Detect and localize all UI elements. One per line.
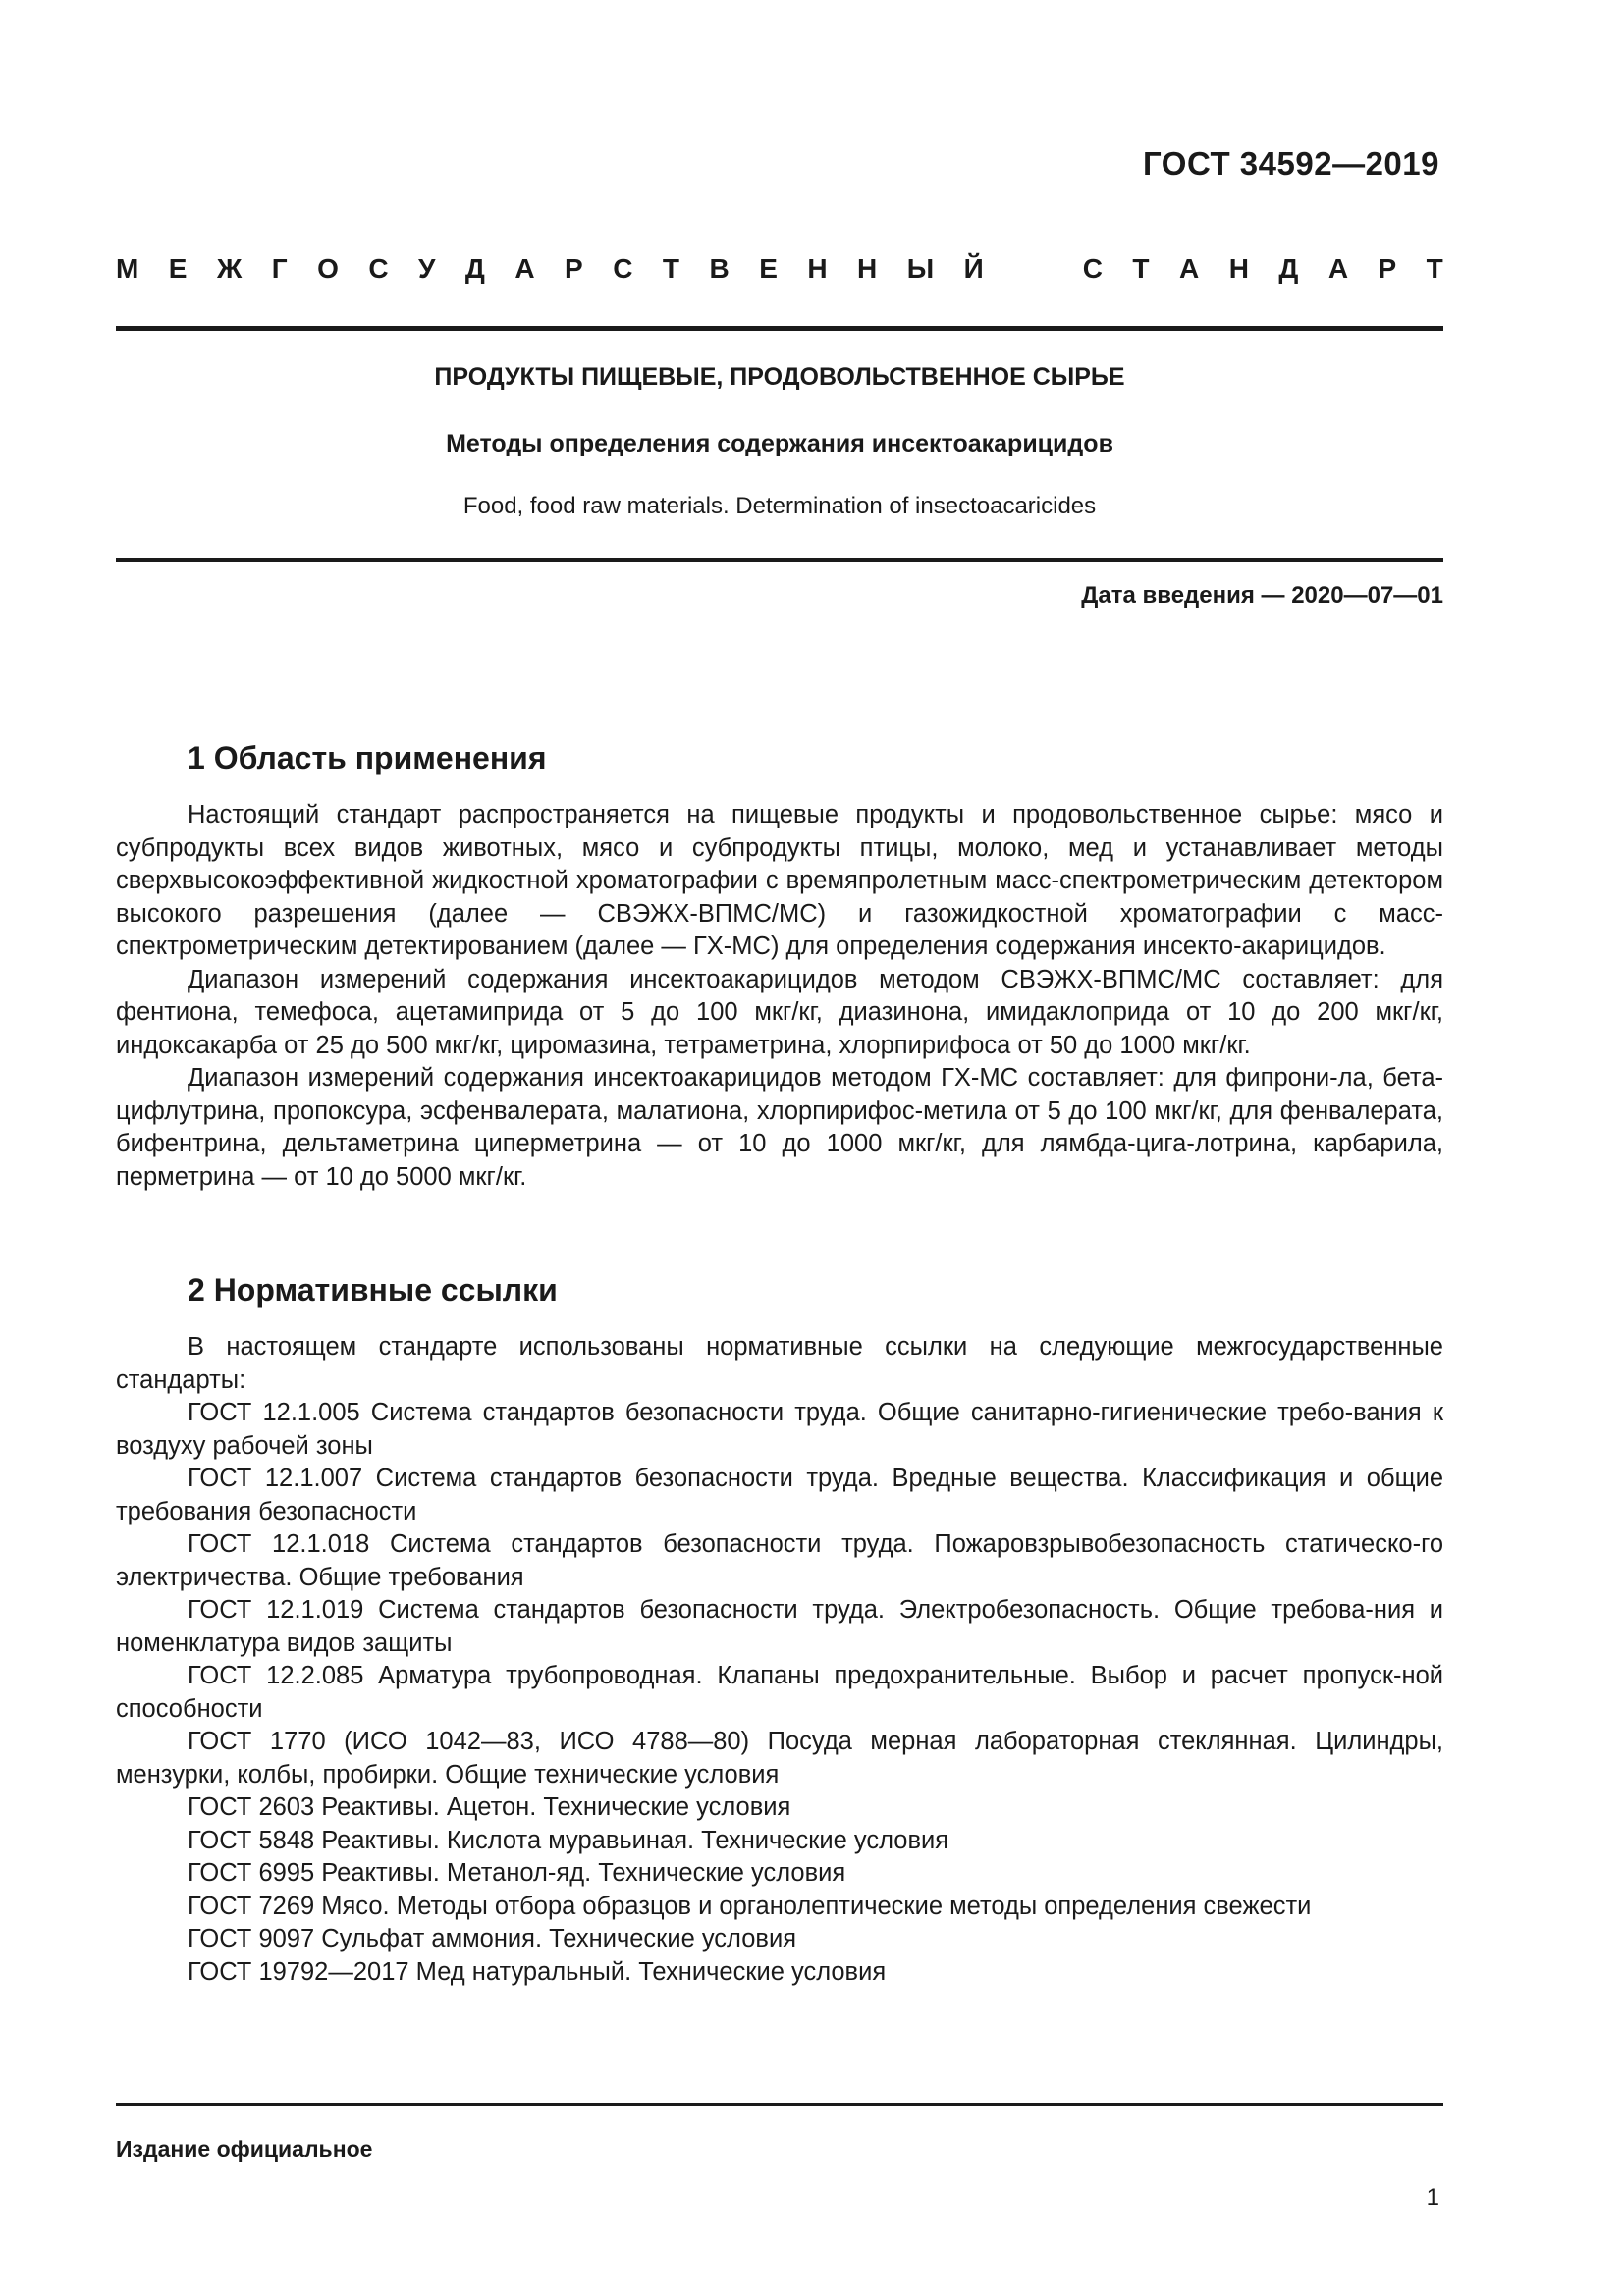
banner-letter: Д [464, 253, 485, 284]
section-2-intro: В настоящем стандарте использованы нормативные ссылки на следующие межгосударственные стандарты: [116, 1333, 1443, 1394]
title-english: Food, food raw materials. Determination of insectoacaricides [462, 493, 1097, 519]
banner-letter: В [709, 253, 730, 284]
official-edition-label: Издание официальное [116, 2136, 373, 2162]
banner-letter: М [116, 253, 139, 284]
banner-letter: Н [1228, 253, 1249, 284]
banner-letter: Р [1378, 253, 1397, 284]
banner-letter: С [1082, 253, 1103, 284]
banner-letter: С [613, 253, 633, 284]
banner-letter: Т [1132, 253, 1150, 284]
banner-letter: О [317, 253, 339, 284]
banner-letter: С [368, 253, 389, 284]
normative-reference: ГОСТ 19792—2017 Мед натуральный. Технические условия [188, 1957, 887, 1986]
section-1-paragraph: Диапазон измерений содержания инсектоакарицидов методом ГХ-МС составляет: для фипрони-ла, бета-цифлутрина, пропоксура, эсфенвалерата, малатиона, хлорпирифос-метила от 5 до 100 мкг/кг, для фенвалерата, бифентрина, дельтаметрина циперметрина — от 10 до 1000 мкг/кг, для лямбда-цига-лотрина, карбарила, перметрина — от 10 до 5000 мкг/кг. [116, 1064, 1443, 1191]
banner-letter: У [418, 253, 436, 284]
banner-letter: Й [963, 253, 984, 284]
footer-rule [116, 2103, 1443, 2106]
title-rule [116, 558, 1443, 562]
banner-letter: Р [565, 253, 583, 284]
banner-letter: Т [662, 253, 680, 284]
header-rule [116, 326, 1443, 331]
normative-reference: ГОСТ 2603 Реактивы. Ацетон. Технические условия [188, 1793, 791, 1821]
normative-reference: ГОСТ 12.1.019 Система стандартов безопасности труда. Электробезопасность. Общие требова-ния и номенклатура видов защиты [116, 1596, 1443, 1657]
interstate-standard-banner [116, 253, 1443, 285]
banner-letter: А [1178, 253, 1200, 284]
banner-letter: Д [1278, 253, 1299, 284]
banner-letter: Н [857, 253, 878, 284]
normative-reference: ГОСТ 9097 Сульфат аммония. Технические условия [188, 1925, 797, 1952]
section-1-body [116, 799, 1443, 1194]
section-2-heading: 2 Нормативные ссылки [188, 1272, 558, 1308]
banner-letter: А [514, 253, 535, 284]
banner-letter: А [1327, 253, 1349, 284]
banner-letter: Ы [906, 253, 935, 284]
normative-reference: ГОСТ 12.1.005 Система стандартов безопасности труда. Общие санитарно-гигиенические требо-вания к воздуху рабочей зоны [116, 1399, 1443, 1460]
page-number: 1 [1426, 2184, 1439, 2211]
normative-reference: ГОСТ 1770 (ИСО 1042—83, ИСО 4788—80) Посуда мерная лабораторная стеклянная. Цилиндры, мензурки, колбы, пробирки. Общие технические условия [116, 1728, 1443, 1789]
section-2-body [116, 1331, 1443, 1989]
introduction-date: Дата введения — 2020—07—01 [1081, 582, 1443, 609]
normative-reference: ГОСТ 7269 Мясо. Методы отбора образцов и органолептические методы определения свежести [188, 1892, 1312, 1920]
section-1-heading: 1 Область применения [188, 740, 547, 775]
normative-reference: ГОСТ 5848 Реактивы. Кислота муравьиная. Технические условия [188, 1826, 949, 1854]
title-main: ПРОДУКТЫ ПИЩЕВЫЕ, ПРОДОВОЛЬСТВЕННОЕ СЫРЬЕ [434, 363, 1125, 391]
banner-letter: Г [271, 253, 288, 284]
normative-reference: ГОСТ 12.2.085 Арматура трубопроводная. Клапаны предохранительные. Выбор и расчет пропуск-ной способности [116, 1662, 1443, 1723]
normative-reference: ГОСТ 12.1.018 Система стандартов безопасности труда. Пожаровзрывобезопасность статическо-го электричества. Общие требования [116, 1530, 1443, 1591]
banner-letter: Н [807, 253, 828, 284]
normative-reference: ГОСТ 12.1.007 Система стандартов безопасности труда. Вредные вещества. Классификация и общие требования безопасности [116, 1465, 1443, 1525]
banner-letter: Ж [216, 253, 243, 284]
section-1-paragraph: Диапазон измерений содержания инсектоакарицидов методом СВЭЖХ-ВПМС/МС составляет: для фентиона, темефоса, ацетамиприда от 5 до 100 мкг/кг, диазинона, имидаклоприда от 10 до 200 мкг/кг, индоксакарба от 25 до 500 мкг/кг, циромазина, тетраметрина, хлорпирифоса от 50 до 1000 мкг/кг. [116, 965, 1443, 1059]
banner-letter: Е [168, 253, 188, 284]
banner-letter: Т [1426, 253, 1443, 284]
section-1-paragraph: Настоящий стандарт распространяется на пищевые продукты и продовольственное сырье: мясо и субпродукты всех видов животных, мясо и субпродукты птицы, молоко, мед и устанавливает методы сверхвысокоэффективной жидкостной хроматографии с времяпролетным масс-спектрометрическим детектором высокого разрешения (далее — СВЭЖХ-ВПМС/МС) и газожидкостной хроматографии с масс-спектрометрическим детектированием (далее — ГХ-МС) для определения содержания инсекто-акарицидов. [116, 801, 1443, 960]
normative-reference: ГОСТ 6995 Реактивы. Метанол-яд. Технические условия [188, 1859, 846, 1887]
banner-word-gap [1013, 253, 1053, 285]
banner-letter: Е [759, 253, 778, 284]
document-number: ГОСТ 34592—2019 [1143, 145, 1439, 182]
title-subtitle: Методы определения содержания инсектоакарицидов [446, 430, 1113, 457]
